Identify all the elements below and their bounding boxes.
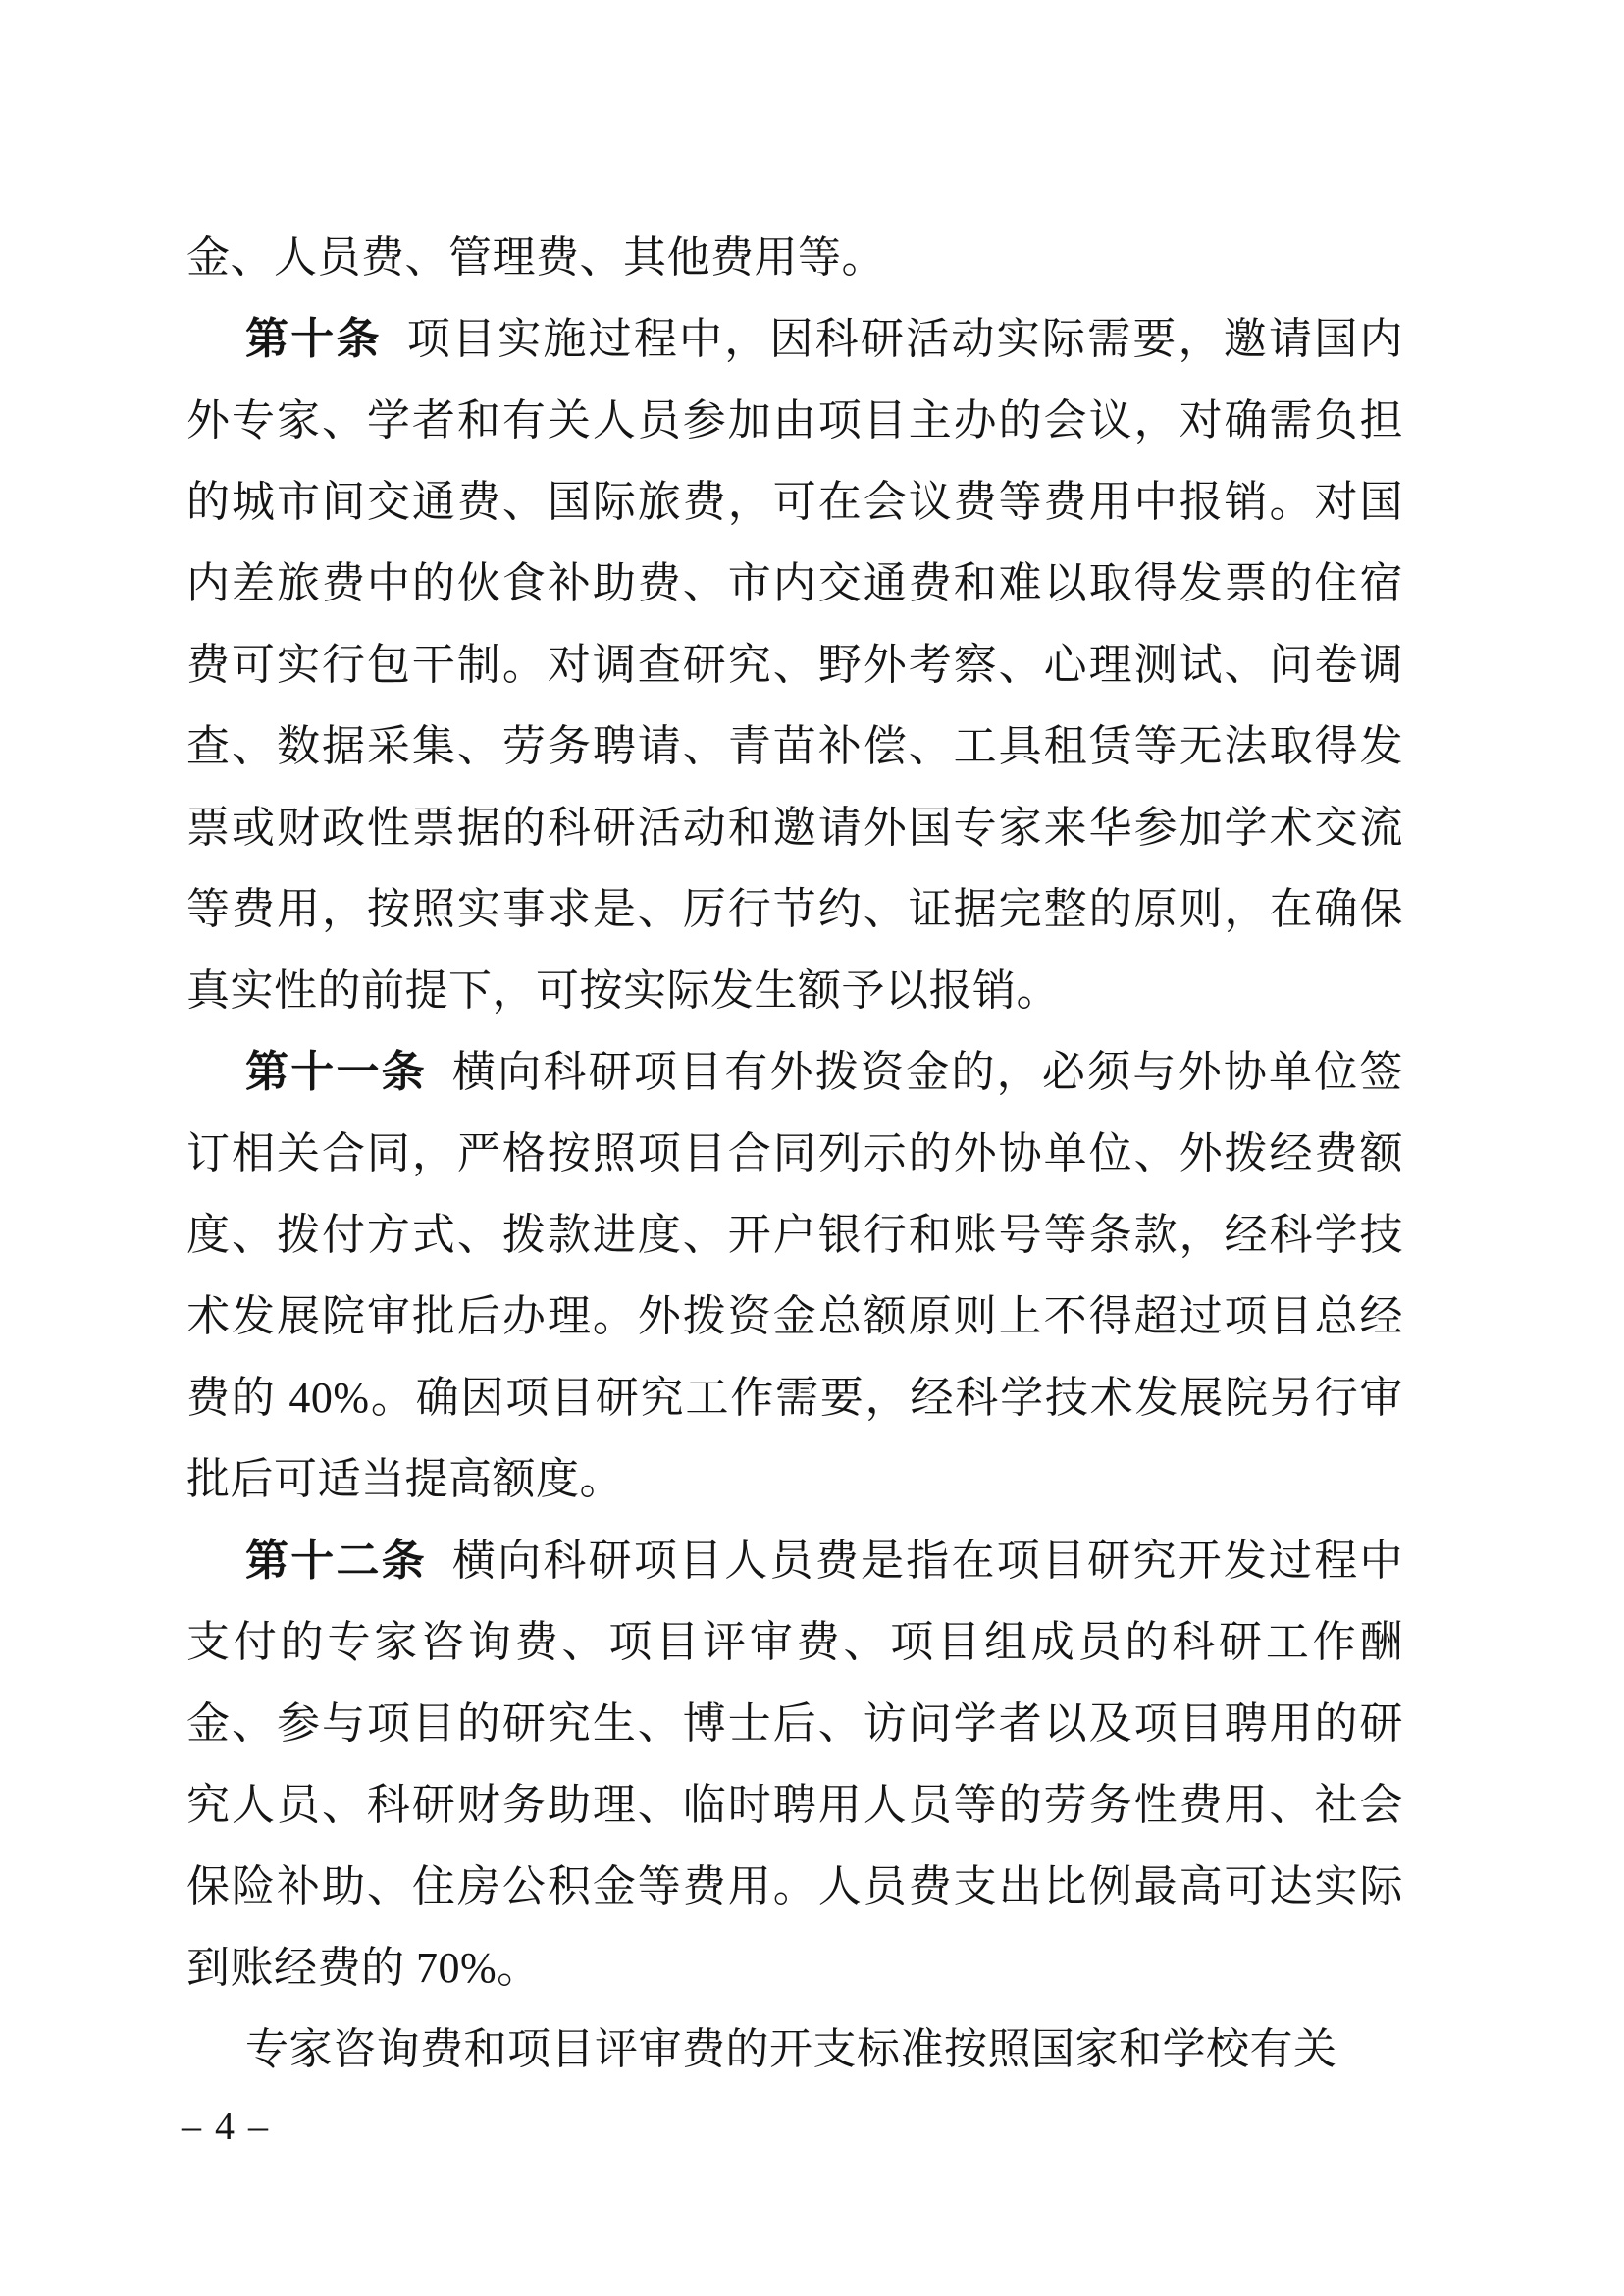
- paragraph-text: 专家咨询费和项目评审费的开支标准按照国家和学校有关: [245, 2025, 1337, 2073]
- paragraph-continuation: [186, 217, 1403, 298]
- paragraph-text: 项目实施过程中，因科研活动实际需要，邀请国内外专家、学者和有关人员参加由项目主办的会议，对确需负担的城市间交通费、国际旅费，可在会议费等费用中报销。对国内差旅费中的伙食补助费、市内交通费和难以取得发票的住宿费可实行包干制。对调查研究、野外考察、心理测试、问卷调查、数据采集、劳务聘请、青苗补偿、工具租赁等无法取得发票或财政性票据的科研活动和邀请外国专家来华参加学术交流等费用，按照实事求是、厉行节约、证据完整的原则，在确保真实性的前提下，可按实际发生额予以报销。: [186, 315, 1403, 1015]
- paragraph-article-11: [186, 1031, 1403, 1520]
- paragraph-article-10: [186, 298, 1403, 1031]
- paragraph-text: 横向科研项目有外拨资金的，必须与外协单位签订相关合同，严格按照项目合同列示的外协单位、外拨经费额度、拨付方式、拨款进度、开户银行和账号等条款，经科学技术发展院审批后办理。外拨资金总额原则上不得超过项目总经费的 40%。确因项目研究工作需要，经科学技术发展院另行审批后可适当提高额度。: [186, 1048, 1404, 1503]
- paragraph-text: 横向科研项目人员费是指在项目研究开发过程中支付的专家咨询费、项目评审费、项目组成员的科研工作酬金、参与项目的研究生、博士后、访问学者以及项目聘用的研究人员、科研财务助理、临时聘用人员等的劳务性费用、社会保险补助、住房公积金等费用。人员费支出比例最高可达实际到账经费的 70%。: [186, 1537, 1404, 1992]
- article-11-heading: 第十一条: [245, 1048, 427, 1096]
- document-body: [186, 217, 1403, 2090]
- page-number: – 4 –: [182, 2104, 270, 2148]
- paragraph-text: 金、人员费、管理费、其他费用等。: [186, 234, 885, 282]
- article-12-heading: 第十二条: [245, 1537, 427, 1585]
- paragraph-article-12: [186, 1520, 1403, 2009]
- article-10-heading: 第十条: [245, 315, 382, 363]
- paragraph-partial: [186, 2009, 1403, 2090]
